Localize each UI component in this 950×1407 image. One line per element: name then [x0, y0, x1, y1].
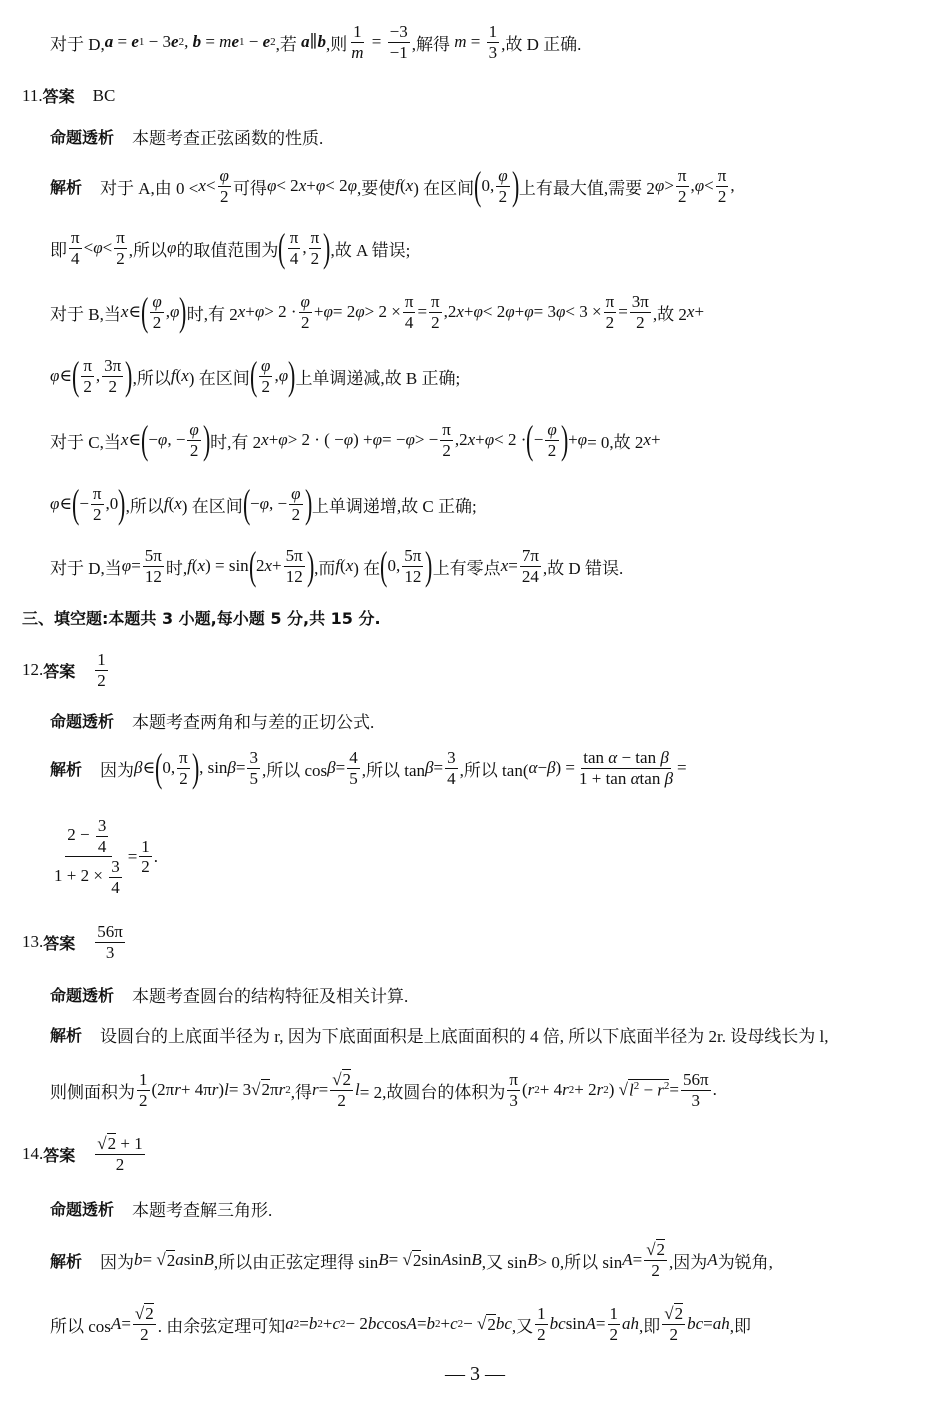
q10-part-d: 对于 D, a = e 1 − 3 e 2 , b = m e 1 − e 2 ,若 a ∥ b ,则 $\frac{1}{m}$ = $\frac{-3}{-1}$ ,解得 m = $\frac{1}{3}$ ,故 D 正确. — [50, 22, 582, 62]
q12-intent-row — [50, 708, 374, 733]
answer-value: $\frac{√2 + 1}{2}$ — [97, 1134, 143, 1174]
intent-text: 本题考查圆台的结构特征及相关计算. — [132, 987, 409, 1006]
intent-label: 命题透析 — [50, 986, 115, 1005]
q12-answer-row — [22, 650, 110, 690]
answer-label: 答案 — [43, 1145, 76, 1165]
q11-analysis-line-4: φ ∈ ( $\frac{\pi}{2}$ , $\frac{3\pi}{2}$ ) ,所以 f ( x ) 在区间 ( $\frac{\varphi}{2}$ , φ ) 上单调递减,故 B 正确; — [50, 353, 461, 399]
q14-analysis-line-2: 所以 cos A = $\frac{√2}{2}$ . 由余弦定理可知 a 2 = b 2 + c 2 − 2 bc cos A = b 2 + c 2 − √ 2 bc ,又 $\frac{1}{2}$ bc sin A = $\frac{1}{2}$ ah ,即 $\frac{√2}{2}$ bc = ah ,即 — [50, 1304, 751, 1344]
q13-analysis-line-1: 解析 设圆台的上底面半径为 r, 因为下底面面积是上底面面积的 4 倍, 所以下底面半径为 2r. 设母线长为 l, — [50, 1022, 828, 1047]
answer-label: 答案 — [43, 661, 76, 681]
q12-analysis-line-2: 2 − $\frac{3}{4}$ 1 + 2 × $\frac{3}{4}$ = $\frac{1}{2}$ . — [54, 816, 159, 897]
analysis-label: 解析 — [50, 1026, 83, 1045]
q11-analysis-line-5: 对于 C,当 x ∈ ( − φ , − $\frac{\varphi}{2}$ ) 时,有 2 x + φ > 2 · ( − φ ) + φ = − φ > − $\frac{\pi}{2}$ ,2 x + φ < 2 · ( − $\frac{\varphi}{2}$ ) + φ = 0,故 2 x + — [50, 417, 661, 463]
intent-label: 命题透析 — [50, 1200, 115, 1219]
intent-text: 本题考查解三角形. — [132, 1201, 273, 1220]
intent-text: 本题考查正弦函数的性质. — [132, 129, 324, 148]
question-number: 14. — [22, 1144, 44, 1164]
intent-label: 命题透析 — [50, 128, 115, 147]
page-number: — 3 — — [445, 1363, 505, 1385]
answer-label: 答案 — [43, 933, 76, 953]
q13-analysis-line-2: 则侧面积为 $\frac{1}{2}$ (2π r + 4π r ) l = 3 √2 π r 2 ,得 r = $\frac{√2}{2}$ l = 2,故圆台的体积为 $\frac{\pi}{3}$ ( r 2 + 4 r 2 + 2 r 2 ) √ $l^2 - r^2$ = $\frac{56\pi}{3}$ . — [50, 1070, 717, 1110]
q13-answer-row — [22, 922, 127, 962]
q11-answer-row — [22, 84, 115, 107]
q11-intent-row — [50, 124, 323, 149]
q11-analysis-line-6: φ ∈ ( − $\frac{\pi}{2}$ ,0 ) ,所以 f ( x ) 在区间 ( − φ , − $\frac{\varphi}{2}$ ) 上单调递增,故 C 正确; — [50, 481, 477, 527]
question-number: 11. — [22, 85, 43, 105]
q11-analysis-line-3: 对于 B,当 x ∈ ( $\frac{\varphi}{2}$ , φ ) 时,有 2 x + φ > 2 · $\frac{\varphi}{2}$ + φ = 2 φ > 2 × $\frac{\pi}{4}$ = $\frac{\pi}{2}$ ,2 x + φ < 2 φ + φ = 3 φ < 3 × $\frac{\pi}{2}$ = $\frac{3\pi}{2}$ ,故 2 x + — [50, 289, 705, 335]
answer-value: $\frac{56\pi}{3}$ — [97, 922, 123, 962]
intent-label: 命题透析 — [50, 712, 115, 731]
answer-value: $\frac{1}{2}$ — [97, 650, 106, 690]
answer-label: 答案 — [42, 87, 75, 106]
analysis-label: 解析 — [50, 1251, 83, 1271]
q14-intent-row — [50, 1196, 272, 1221]
question-number: 12. — [22, 660, 44, 680]
q11-analysis-line-2: 即 $\frac{\pi}{4}$ < φ < $\frac{\pi}{2}$ ,所以 φ 的取值范围为 ( $\frac{\pi}{4}$ , $\frac{\pi}{2}$ ) ,故 A 错误; — [50, 225, 411, 271]
q11-analysis-line-1: 解析 对于 A,由 0 < x < $\frac{\varphi}{2}$ 可得 φ < 2 x + φ < 2 φ ,要使 f ( x ) 在区间 ( 0, $\frac{\varphi}{2}$ ) 上有最大值,需要 2 φ > $\frac{\pi}{2}$ , φ < $\frac{\pi}{2}$ , — [50, 163, 735, 209]
q14-answer-row — [22, 1134, 147, 1174]
question-number: 13. — [22, 932, 44, 952]
q13-intent-row — [50, 982, 408, 1007]
answer-value: BC — [92, 85, 116, 105]
q12-analysis-line-1: 解析 因为 β ∈ ( 0, $\frac{\pi}{2}$ ) , sin β = $\frac{3}{5}$ ,所以 cos β = $\frac{4}{5}$ ,所以 tan β = $\frac{3}{4}$ ,所以 tan( α − β ) = $\frac{\text{tan α − tan β}}{\text{1 + tan αtan β}}$ = — [50, 745, 687, 791]
analysis-label: 解析 — [50, 177, 83, 197]
intent-text: 本题考查两角和与差的正切公式. — [132, 713, 375, 732]
section-heading: 三、填空题:本题共 3 小题,每小题 5 分,共 15 分. — [22, 609, 381, 628]
q14-analysis-line-1: 解析 因为 b = √ 2 a sin B ,所以由正弦定理得 sin B = √ 2 sin A sin B ,又 sin B > 0,所以 sin A = $\frac{√2}{2}$ ,因为 A 为锐角, — [50, 1240, 773, 1280]
analysis-label: 解析 — [50, 759, 83, 779]
q11-analysis-line-7: 对于 D,当 φ = $\frac{5\pi}{12}$ 时, f ( x ) = sin ( 2 x + $\frac{5\pi}{12}$ ) ,而 f ( x ) 在 ( 0, $\frac{5\pi}{12}$ ) 上有零点 x = $\frac{7\pi}{24}$ ,故 D 错误. — [50, 543, 624, 589]
